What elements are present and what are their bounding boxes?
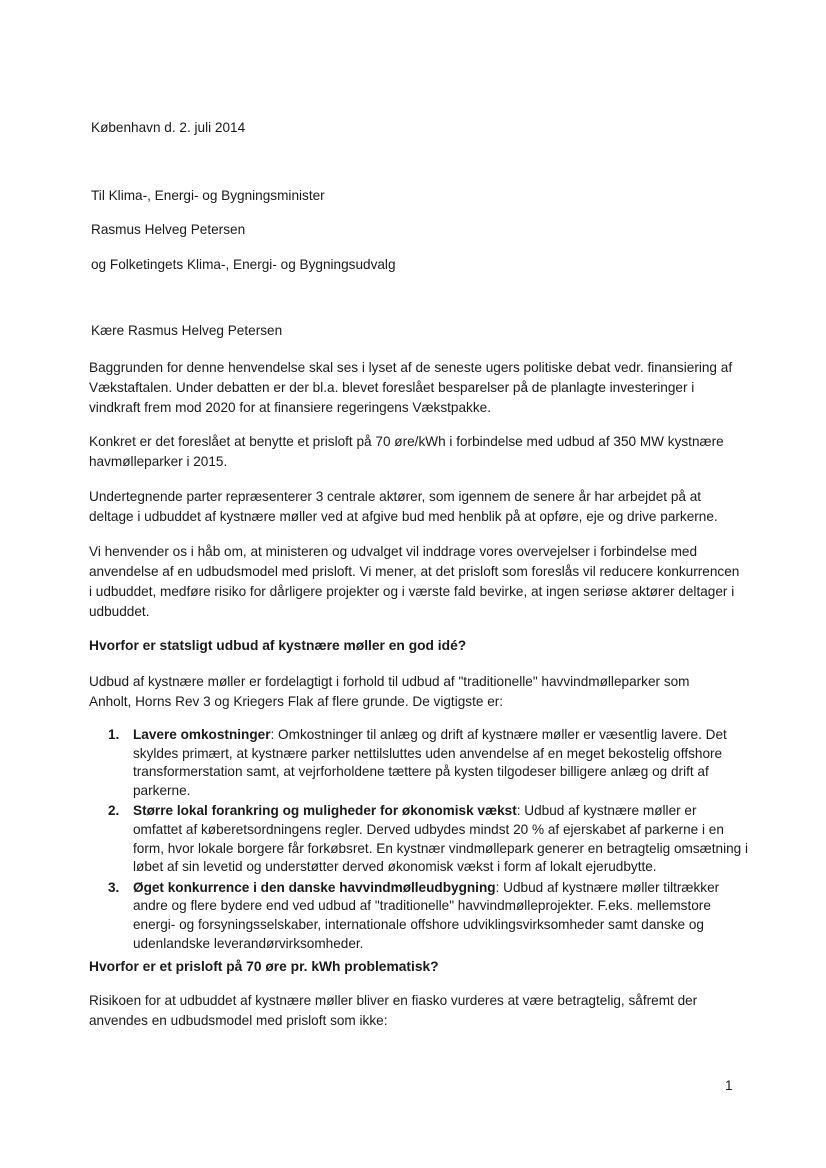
page-number: 1 xyxy=(725,1077,733,1093)
list-item-title: Lavere omkostninger xyxy=(133,727,271,742)
text-line: Vækstaftalen. Under debatten er der bl.a. blevet foreslået besparelser på de planlagte investeringer i xyxy=(89,380,695,395)
text-line: udbuddet. xyxy=(89,604,150,619)
salutation: Kære Rasmus Helveg Petersen xyxy=(91,323,283,338)
advantages-list xyxy=(108,726,748,955)
text-line: anvendes en udbudsmodel med prisloft som ikke: xyxy=(89,1013,388,1028)
list-item-title: Større lokal forankring og muligheder for økonomisk vækst xyxy=(133,803,517,819)
text-line: Konkret er det foreslået at benytte et prisloft på 70 øre/kWh i forbindelse med udbud af 350 MW kystnære xyxy=(89,434,724,449)
text-line: Undertegnende parter repræsenterer 3 centrale aktører, som igennem de senere år har arbejdet på at xyxy=(89,489,702,504)
recipient-line-3: og Folketingets Klima-, Energi- og Bygningsudvalg xyxy=(91,257,396,272)
paragraph-advantages xyxy=(89,672,749,712)
list-item xyxy=(108,879,748,953)
text-line: Udbud af kystnære møller er fordelagtigt i forhold til udbud af "traditionelle" havvindmølleparker som xyxy=(89,674,690,689)
list-number: 3. xyxy=(108,879,120,895)
paragraph-proposal xyxy=(89,432,749,472)
place-date: København d. 2. juli 2014 xyxy=(91,120,246,135)
heading-why-tender: Hvorfor er statsligt udbud af kystnære møller en god idé? xyxy=(89,638,467,653)
list-item xyxy=(108,802,748,876)
heading-price-cap: Hvorfor er et prisloft på 70 øre pr. kWh problematisk? xyxy=(89,959,439,974)
list-item xyxy=(108,726,748,800)
text-line: Vi henvender os i håb om, at ministeren og udvalget vil inddrage vores overvejelser i forbindelse med xyxy=(89,544,698,559)
list-item-text: : Udbud af kystnære møller er omfattet af køberetsordningens regler. Derved udbydes mindst 20 % af ejerskabet af parkerne i en form, hvor lokale borgere får forkøbsret. En kystnær vindmøllepark generer en betragtelig omsætning i løbet af sin levetid og understøtter derved økonomisk vækst i form af lokalt ejerudbytte. xyxy=(133,803,749,875)
text-line: havmølleparker i 2015. xyxy=(89,454,228,469)
paragraph-risk xyxy=(89,991,749,1031)
text-line: Risikoen for at udbuddet af kystnære møller bliver en fiasko vurderes at være betragtelig, såfremt der xyxy=(89,993,698,1008)
recipient-line-1: Til Klima-, Energi- og Bygningsminister xyxy=(91,188,325,203)
list-item-text: : Omkostninger til anlæg og drift af kystnære møller er væsentlig lavere. Det skyldes primært, at kystnære parker nettilsluttes uden anvendelse af en meget bekostelig offshore transformerstation samt, at vejrforholdene tættere på kysten tilgodeser billigere anlæg og drift af parkerne. xyxy=(133,727,727,798)
paragraph-parties xyxy=(89,487,749,527)
list-item-title: Øget konkurrence i den danske havvindmølleudbygning xyxy=(133,879,496,895)
text-line: Anholt, Horns Rev 3 og Kriegers Flak af flere grunde. De vigtigste er: xyxy=(89,694,504,709)
list-number: 1. xyxy=(108,727,120,742)
text-line: vindkraft frem mod 2020 for at finansiere regeringens Vækstpakke. xyxy=(89,400,491,415)
text-line: Baggrunden for denne henvendelse skal ses i lyset af de seneste ugers politiske debat vedr. finansiering af xyxy=(89,360,733,375)
paragraph-request xyxy=(89,542,749,622)
paragraph-background xyxy=(89,358,749,418)
recipient-line-2: Rasmus Helveg Petersen xyxy=(91,222,246,237)
text-line: i udbuddet, medføre risiko for dårligere projekter og i værste fald bevirke, at ingen seriøse aktører deltager i xyxy=(89,584,735,599)
text-line: anvendelse af en udbudsmodel med prisloft. Vi mener, at det prisloft som foreslås vil reducere konkurrencen xyxy=(89,564,740,579)
list-number: 2. xyxy=(108,803,120,819)
list-item-text: : Udbud af kystnære møller tiltrækker andre og flere bydere end ved udbud af "traditionelle" havvindmølleprojekter. F.eks. mellemstore energi- og forsyningsselskaber, internationale offshore udviklingsvirksomheder samt danske og udenlandske leverandørvirksomheder. xyxy=(133,879,720,951)
text-line: deltage i udbuddet af kystnære møller ved at afgive bud med henblik på at opføre, eje og drive parkerne. xyxy=(89,509,718,524)
